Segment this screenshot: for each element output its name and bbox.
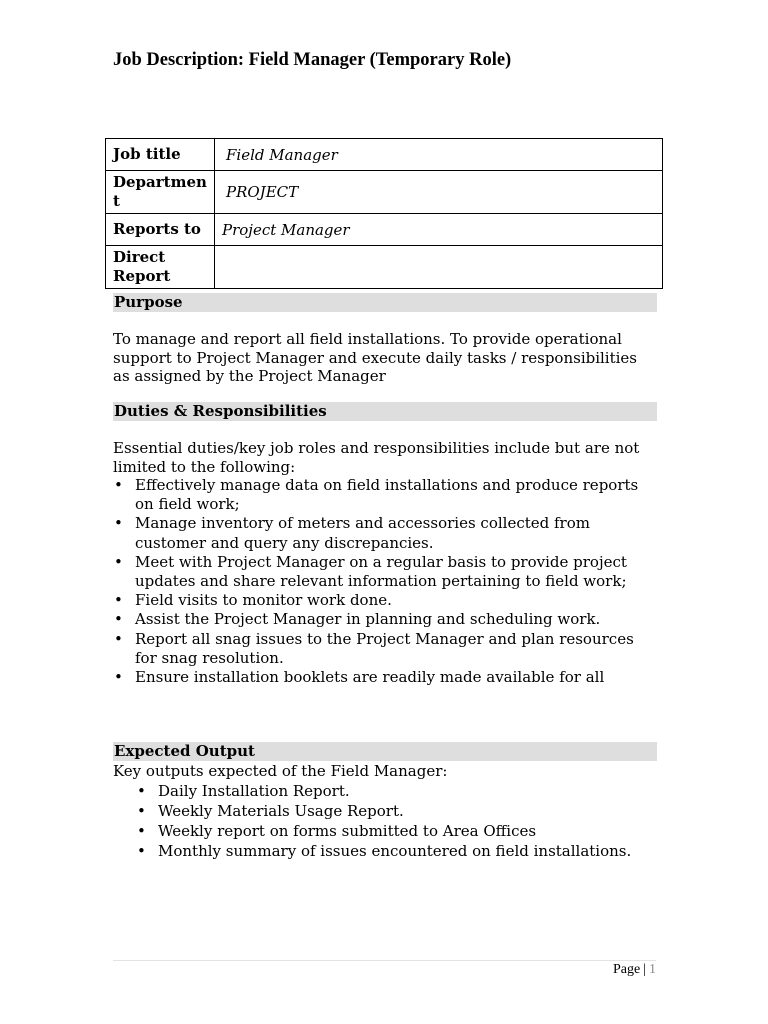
- list-item: • Weekly Materials Usage Report.: [137, 802, 404, 820]
- list-item: • Daily Installation Report.: [137, 782, 350, 800]
- job-title-label: Job title: [106, 139, 215, 171]
- list-item: • Field visits to monitor work done.: [114, 591, 392, 610]
- footer-separator: |: [643, 962, 646, 977]
- duties-intro: Essential duties/key job roles and responsibilities include but are not limited to the following:: [113, 439, 640, 476]
- output-text: Weekly Materials Usage Report.: [158, 802, 404, 820]
- page-number: 1: [649, 962, 656, 977]
- department-label: Department: [106, 171, 215, 214]
- list-item: • Effectively manage data on field installations and produce reports on field work;: [114, 476, 639, 514]
- purpose-heading: Purpose: [113, 293, 657, 312]
- duty-text: Effectively manage data on field installations and produce reports on field work;: [135, 476, 639, 514]
- duties-heading: Duties & Responsibilities: [113, 402, 657, 421]
- duties-list: [113, 476, 658, 687]
- duty-text: Manage inventory of meters and accessories collected from customer and query any discrepancies.: [135, 514, 590, 552]
- footer-divider: [113, 960, 656, 961]
- duty-text: Assist the Project Manager in planning and scheduling work.: [135, 610, 601, 629]
- table-row: [106, 139, 663, 171]
- list-item: • Weekly report on forms submitted to Area Offices: [137, 822, 537, 840]
- list-item: • Assist the Project Manager in planning and scheduling work.: [114, 610, 601, 629]
- purpose-text: To manage and report all field installations. To provide operational support to Project Manager and execute daily tasks / responsibilities as assigned by the Project Manager: [113, 330, 638, 386]
- duty-text: Field visits to monitor work done.: [135, 591, 392, 610]
- output-list: [136, 781, 656, 861]
- duty-text: Ensure installation booklets are readily made available for all: [135, 668, 605, 687]
- page-label: Page: [612, 962, 641, 977]
- duty-text: Meet with Project Manager on a regular basis to provide project updates and share relevant information pertaining to field work;: [135, 552, 627, 591]
- output-text: Monthly summary of issues encountered on field installations.: [158, 842, 632, 860]
- list-item: • Report all snag issues to the Project Manager and plan resources for snag resolution.: [114, 629, 634, 667]
- job-info-table: [105, 138, 663, 289]
- job-title-value: Field Manager: [215, 139, 663, 171]
- output-intro: Key outputs expected of the Field Manager:: [113, 762, 448, 780]
- list-item: • Manage inventory of meters and accessories collected from customer and query any discrepancies.: [114, 514, 590, 552]
- table-row: [106, 214, 663, 246]
- reports-to-label: Reports to: [106, 214, 215, 246]
- duty-text: Report all snag issues to the Project Manager and plan resources for snag resolution.: [135, 629, 634, 667]
- department-value: PROJECT: [215, 171, 663, 214]
- list-item: • Ensure installation booklets are readily made available for all: [114, 668, 605, 687]
- output-text: Daily Installation Report.: [158, 782, 350, 800]
- direct-report-value: [215, 246, 663, 289]
- list-item: • Meet with Project Manager on a regular basis to provide project updates and share relevant information pertaining to field work;: [114, 552, 627, 591]
- document-title: Job Description: Field Manager (Temporary Role): [113, 50, 512, 70]
- list-item: • Monthly summary of issues encountered on field installations.: [137, 842, 632, 860]
- output-text: Weekly report on forms submitted to Area Offices: [158, 822, 537, 840]
- page-footer: [613, 962, 656, 978]
- table-row: [106, 171, 663, 214]
- output-heading: Expected Output: [113, 742, 657, 761]
- direct-report-label: Direct Report: [106, 246, 215, 289]
- reports-to-value: Project Manager: [215, 214, 663, 246]
- table-row: [106, 246, 663, 289]
